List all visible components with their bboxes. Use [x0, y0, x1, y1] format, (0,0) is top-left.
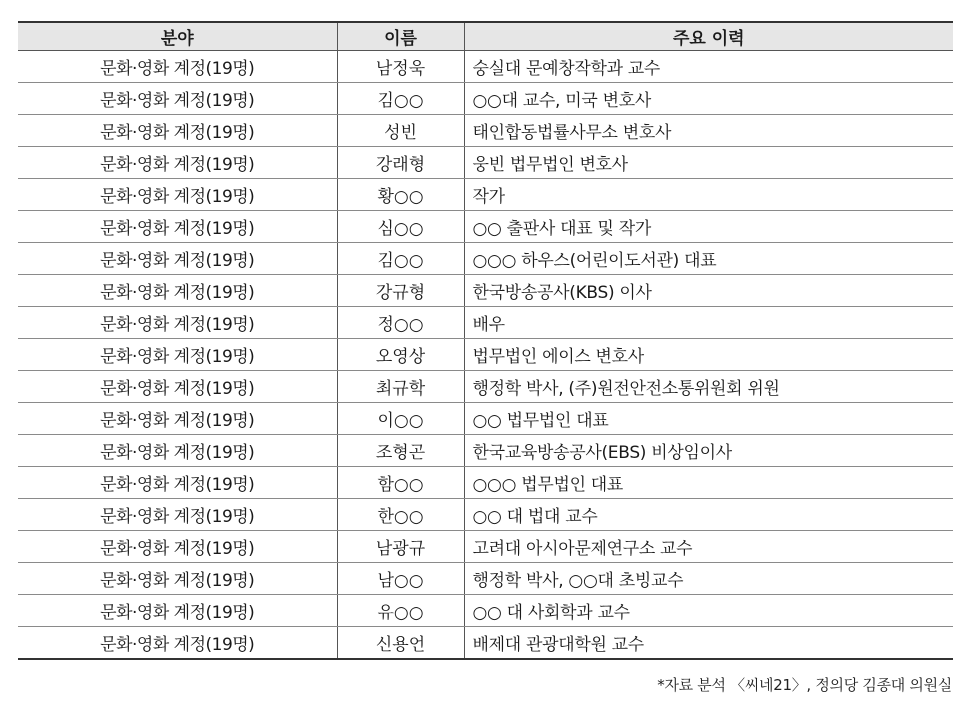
- header-career: 주요 이력: [464, 22, 953, 51]
- cell-name: 함○○: [337, 467, 464, 499]
- table-row: [18, 403, 953, 435]
- cell-name: 강래형: [337, 147, 464, 179]
- table-row: [18, 435, 953, 467]
- cell-name: 한○○: [337, 499, 464, 531]
- cell-career: 행정학 박사, (주)원전안전소통위원회 위원: [464, 371, 953, 403]
- header-field: 분야: [18, 22, 337, 51]
- cell-field: 문화·영화 계정(19명): [18, 339, 337, 371]
- table-row: [18, 499, 953, 531]
- cell-name: 남광규: [337, 531, 464, 563]
- cell-name: 황○○: [337, 179, 464, 211]
- table-row: [18, 83, 953, 115]
- cell-career: 배제대 관광대학원 교수: [464, 627, 953, 660]
- cell-name: 오영상: [337, 339, 464, 371]
- header-name: 이름: [337, 22, 464, 51]
- table-header-row: [18, 22, 953, 51]
- cell-field: 문화·영화 계정(19명): [18, 403, 337, 435]
- cell-name: 이○○: [337, 403, 464, 435]
- source-footnote: *자료 분석 〈씨네21〉, 정의당 김종대 의원실: [657, 676, 952, 694]
- cell-name: 김○○: [337, 83, 464, 115]
- cell-field: 문화·영화 계정(19명): [18, 51, 337, 83]
- cell-name: 유○○: [337, 595, 464, 627]
- table-row: [18, 627, 953, 660]
- cell-name: 남○○: [337, 563, 464, 595]
- cell-career: 법무법인 에이스 변호사: [464, 339, 953, 371]
- cell-career: ○○대 교수, 미국 변호사: [464, 83, 953, 115]
- table-row: [18, 339, 953, 371]
- cell-field: 문화·영화 계정(19명): [18, 211, 337, 243]
- table-row: [18, 115, 953, 147]
- table-row: [18, 307, 953, 339]
- cell-name: 심○○: [337, 211, 464, 243]
- cell-career: 웅빈 법무법인 변호사: [464, 147, 953, 179]
- cell-field: 문화·영화 계정(19명): [18, 563, 337, 595]
- cell-name: 강규형: [337, 275, 464, 307]
- cell-field: 문화·영화 계정(19명): [18, 179, 337, 211]
- cell-name: 신용언: [337, 627, 464, 660]
- table-row: [18, 467, 953, 499]
- cell-name: 최규학: [337, 371, 464, 403]
- table-row: [18, 179, 953, 211]
- table-row: [18, 371, 953, 403]
- cell-career: ○○ 대 법대 교수: [464, 499, 953, 531]
- cell-career: 태인합동법률사무소 변호사: [464, 115, 953, 147]
- cell-career: 고려대 아시아문제연구소 교수: [464, 531, 953, 563]
- member-table: [18, 21, 953, 660]
- cell-name: 정○○: [337, 307, 464, 339]
- cell-field: 문화·영화 계정(19명): [18, 499, 337, 531]
- table-row: [18, 211, 953, 243]
- cell-field: 문화·영화 계정(19명): [18, 275, 337, 307]
- cell-field: 문화·영화 계정(19명): [18, 243, 337, 275]
- table-row: [18, 275, 953, 307]
- cell-career: ○○○ 법무법인 대표: [464, 467, 953, 499]
- cell-career: ○○ 법무법인 대표: [464, 403, 953, 435]
- member-table-container: [18, 21, 953, 660]
- cell-field: 문화·영화 계정(19명): [18, 595, 337, 627]
- cell-name: 김○○: [337, 243, 464, 275]
- cell-career: 배우: [464, 307, 953, 339]
- table-row: [18, 563, 953, 595]
- cell-career: ○○○ 하우스(어린이도서관) 대표: [464, 243, 953, 275]
- cell-field: 문화·영화 계정(19명): [18, 435, 337, 467]
- table-row: [18, 531, 953, 563]
- cell-field: 문화·영화 계정(19명): [100, 635, 255, 655]
- cell-name: 조형곤: [337, 435, 464, 467]
- cell-name: 성빈: [337, 115, 464, 147]
- cell-field: 문화·영화 계정(19명): [18, 83, 337, 115]
- cell-field: 문화·영화 계정(19명): [18, 115, 337, 147]
- table-row: [18, 147, 953, 179]
- cell-name: 남정욱: [337, 51, 464, 83]
- cell-field: 문화·영화 계정(19명): [18, 307, 337, 339]
- cell-career: ○○ 출판사 대표 및 작가: [464, 211, 953, 243]
- table-body: [18, 51, 953, 660]
- cell-career: 한국방송공사(KBS) 이사: [464, 275, 953, 307]
- table-row: [18, 595, 953, 627]
- cell-field: 문화·영화 계정(19명): [18, 531, 337, 563]
- cell-career: 행정학 박사, ○○대 초빙교수: [464, 563, 953, 595]
- cell-career: 숭실대 문예창작학과 교수: [464, 51, 953, 83]
- cell-career: 작가: [464, 179, 953, 211]
- cell-career: 한국교육방송공사(EBS) 비상임이사: [464, 435, 953, 467]
- cell-career: ○○ 대 사회학과 교수: [464, 595, 953, 627]
- cell-field: 문화·영화 계정(19명): [18, 371, 337, 403]
- cell-field: 문화·영화 계정(19명): [18, 467, 337, 499]
- table-row: [18, 51, 953, 83]
- cell-field: 문화·영화 계정(19명): [18, 147, 337, 179]
- table-row: [18, 243, 953, 275]
